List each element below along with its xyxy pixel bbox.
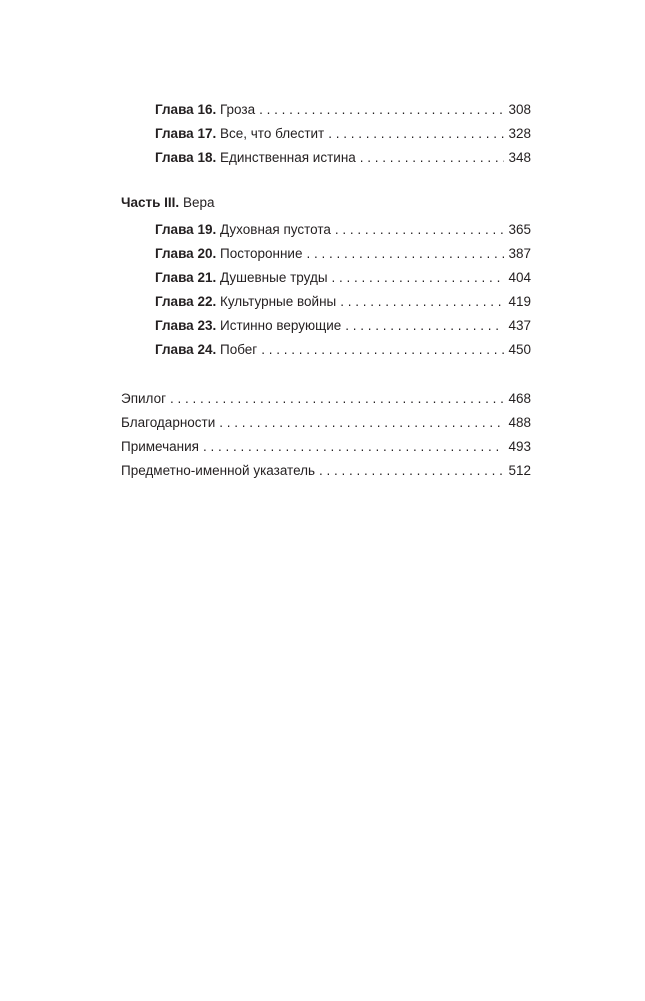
toc-entry-chapter-19 [155,221,531,239]
chapter-title: Побег [219,342,258,357]
dot-leader [170,390,504,408]
toc-entry-acknowledgements [121,414,531,432]
chapter-number: Глава 17. [155,126,217,141]
chapter-number: Глава 19. [155,222,217,237]
chapter-number: Глава 18. [155,150,217,165]
chapter-title: Единственная истина [219,150,356,165]
toc-entry-chapter-24 [155,341,531,359]
entry-title: Примечания [121,439,199,454]
chapter-title: Посторонние [219,246,303,261]
dot-leader [340,293,504,311]
page-number: 493 [508,439,531,454]
chapter-title: Все, что блестит [219,126,325,141]
dot-leader [335,221,505,239]
page-number: 387 [508,246,531,261]
toc-entry-chapter-18 [155,149,531,167]
toc-entry-index [121,462,531,480]
page-number: 512 [508,463,531,478]
toc-entry-chapter-20 [155,245,531,263]
entry-title: Предметно-именной указатель [121,463,316,478]
dot-leader [261,341,504,359]
dot-leader [360,149,505,167]
entry-title: Эпилог [121,391,167,406]
dot-leader [332,269,505,287]
dot-leader [203,438,505,456]
chapter-number: Глава 20. [155,246,217,261]
page-number: 450 [508,342,531,357]
page-number: 437 [508,318,531,333]
toc-entry-chapter-16 [155,101,531,119]
entry-title: Благодарности [121,415,216,430]
page-number: 419 [508,294,531,309]
chapter-number: Глава 22. [155,294,217,309]
toc-entry-chapter-17 [155,125,531,143]
dot-leader [219,414,504,432]
part-label: Часть III. [121,195,180,210]
chapter-number: Глава 16. [155,102,217,117]
toc-entry-chapter-23 [155,317,531,335]
chapter-title: Душевные труды [219,270,328,285]
toc-entry-chapter-22 [155,293,531,311]
page-number: 365 [508,222,531,237]
dot-leader [306,245,504,263]
chapter-title: Истинно верующие [219,318,342,333]
chapter-title: Духовная пустота [219,222,331,237]
toc-entry-epilogue [121,390,531,408]
dot-leader [345,317,504,335]
dot-leader [259,101,504,119]
chapter-number: Глава 24. [155,342,217,357]
dot-leader [328,125,504,143]
chapter-title: Гроза [219,102,256,117]
page-number: 404 [508,270,531,285]
page-number: 348 [508,150,531,165]
chapter-number: Глава 23. [155,318,217,333]
toc-entry-notes [121,438,531,456]
part-heading [121,194,214,212]
part-title: Вера [182,195,215,210]
page-number: 468 [508,391,531,406]
chapter-number: Глава 21. [155,270,217,285]
dot-leader [319,462,504,480]
chapter-title: Культурные войны [219,294,337,309]
toc-entry-chapter-21 [155,269,531,287]
page-number: 488 [508,415,531,430]
page-number: 308 [508,102,531,117]
page-number: 328 [508,126,531,141]
